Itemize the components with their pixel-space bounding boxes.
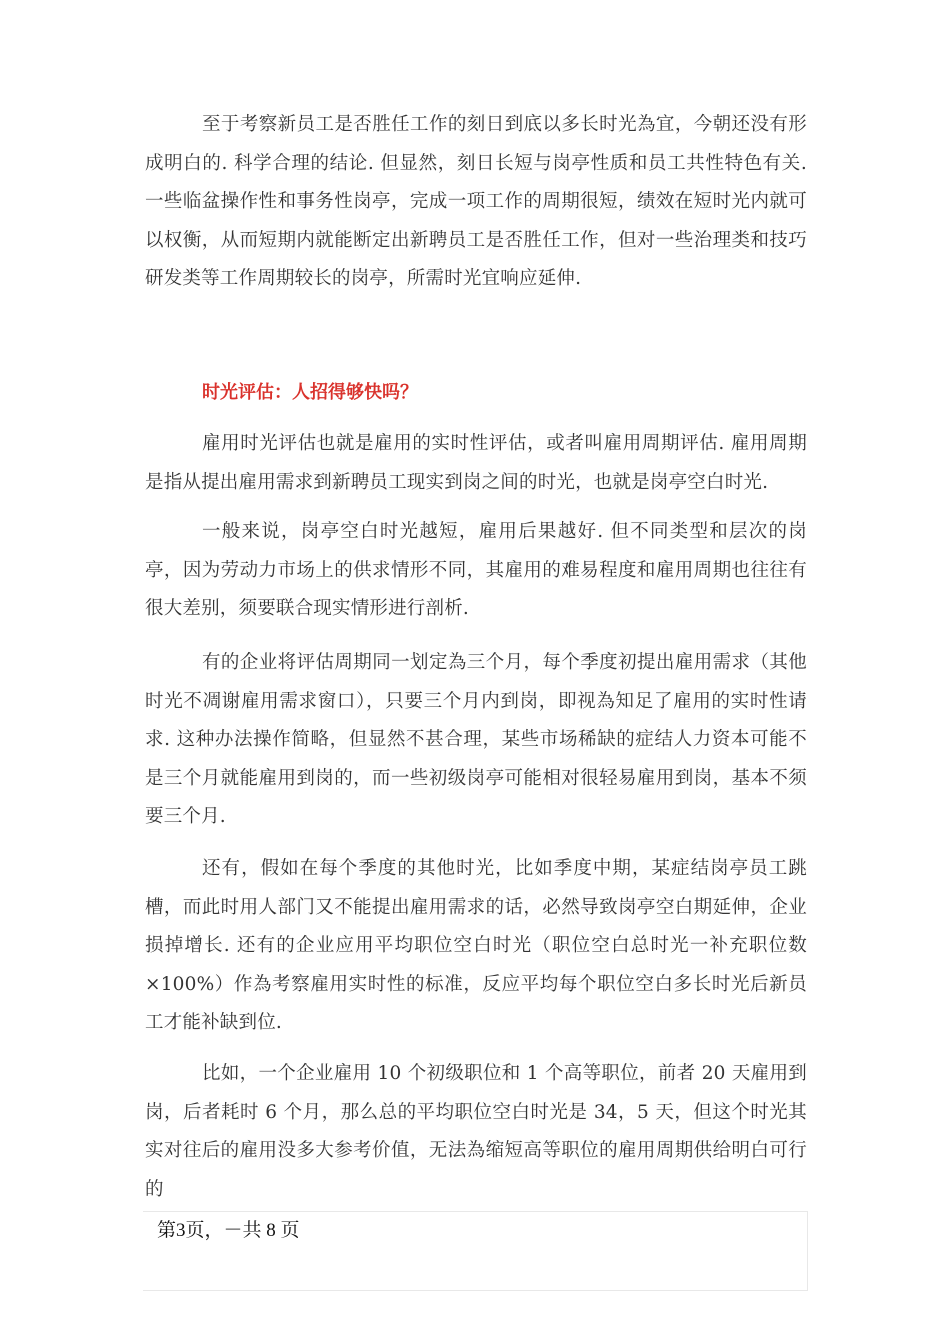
paragraph-trial-period: 至于考察新员工是否胜任工作的刻日到底以多长时光為宜，今朝还没有形成明白的. 科学合理的结论. 但显然，刻日长短与岗亭性质和员工共性特色有关. 一些临盆操作性和事务性岗亭，完成一项工作的周期很短，绩效在短时光内就可以权衡，从而短期内就能断定出新聘员工是否胜任工作，但对一些治理类和技巧研发类等工作周期较长的岗亭，所需时光宜响应延伸. <box>145 114 807 289</box>
page-number-footer: 第3页，－共 8 页 <box>157 1220 300 1241</box>
paragraph-hiring-cycle-definition: 雇用时光评估也就是雇用的实时性评估，或者叫雇用周期评估. 雇用周期是指从提出雇用需求到新聘员工现实到岗之间的时光，也就是岗亭空白时光. <box>145 433 807 493</box>
paragraph-three-month-cycle: 有的企业将评估周期同一划定為三个月，每个季度初提出雇用需求（其他时光不凋谢雇用需求窗口），只要三个月内到岗，即视為知足了雇用的实时性请求. 这种办法操作简略，但显然不甚合理，某些市场稀缺的症结人力资本可能不是三个月就能雇用到岗的，而一些初级岗亭可能相对很轻易雇用到岗，基本不须要三个月. <box>145 652 807 827</box>
section-heading-time-evaluation: 时光评估：人招得够快吗？ <box>202 382 418 403</box>
paragraph-average-vacancy: 还有，假如在每个季度的其他时光，比如季度中期，某症结岗亭员工跳槽，而此时用人部门又不能提出雇用需求的话，必然导致岗亭空白期延伸，企业损掉增长. 还有的企业应用平均职位空白时光（职位空白总时光一补充职位数×100%）作為考察雇用实时性的标准，反应平均每个职位空白多长时光后新员工才能补缺到位. <box>145 858 807 1033</box>
paragraph-vacancy-time: 一般来说，岗亭空白时光越短，雇用后果越好. 但不同类型和层次的岗亭，因为劳动力市场上的供求情形不同，其雇用的难易程度和雇用周期也往往有很大差别，须要联合现实情形进行剖析. <box>145 521 807 619</box>
paragraph-example: 比如，一个企业雇用 10 个初级职位和 1 个高等职位，前者 20 天雇用到岗，后者耗时 6 个月，那么总的平均职位空白时光是 34，5 天，但这个时光其实对往后的雇用没多大参考价值，无法為缩短高等职位的雇用周期供给明白可行的 <box>145 1063 807 1200</box>
